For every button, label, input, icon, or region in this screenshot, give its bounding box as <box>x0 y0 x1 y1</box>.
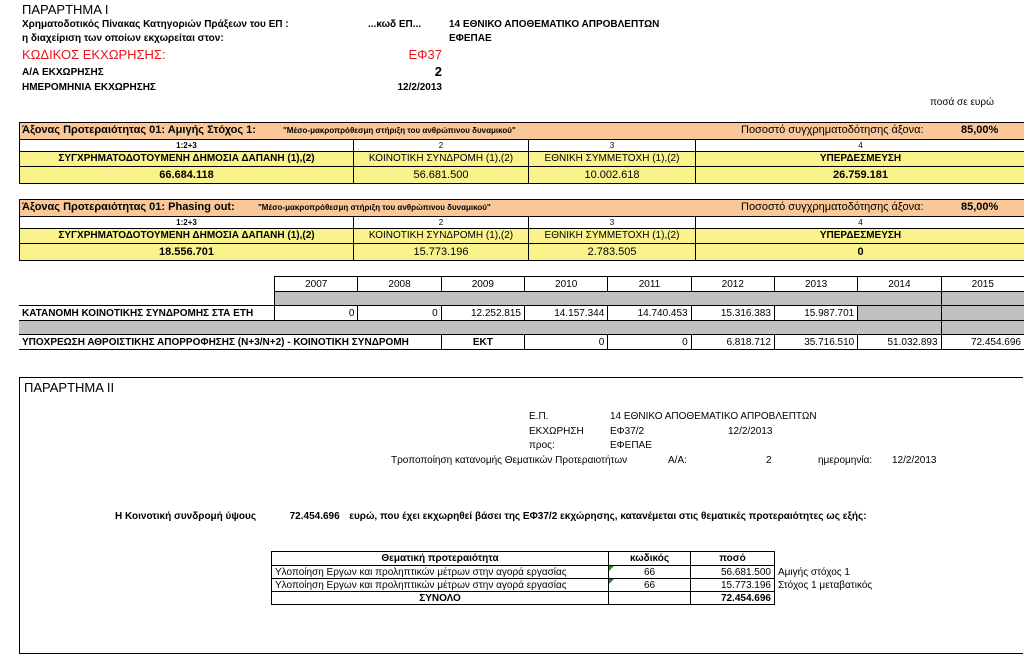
column-header: ΥΠΕΡΔΕΣΜΕΥΣΗ <box>819 230 902 241</box>
assignment-code: ΕΦ37 <box>408 47 442 62</box>
row-label: ΚΑΤΑΝΟΜΗ ΚΟΙΝΟΤΙΚΗΣ ΣΥΝΔΡΟΜΗΣ ΣΤΑ ΕΤΗ <box>19 306 275 321</box>
priority-amount: 56.681.500 <box>691 566 775 579</box>
assignment-code: ΕΦ37/2 <box>610 426 645 437</box>
allocation-row <box>272 566 876 579</box>
year-cell: 2010 <box>525 277 608 292</box>
year-value: 72.454.696 <box>941 335 1024 350</box>
year-value: 14.740.453 <box>608 306 691 321</box>
column-number-row <box>20 217 1024 229</box>
number-label: Α/Α: <box>668 455 687 466</box>
year-cell: 2013 <box>774 277 857 292</box>
program-name: 14 ΕΘΝΙΚΟ ΑΠΟΘΕΜΑΤΙΚΟ ΑΠΡΟΒΛΕΠΤΩΝ <box>449 19 660 30</box>
priority-amount: 15.773.196 <box>691 579 775 592</box>
year-value: 15.316.383 <box>691 306 774 321</box>
axis-header <box>20 123 1024 140</box>
recipient-label: προς: <box>529 440 555 451</box>
statement-amount: 72.454.696 <box>289 511 340 522</box>
year-value: 12.252.815 <box>441 306 524 321</box>
empty-cell <box>19 277 275 292</box>
year-cell: 2008 <box>358 277 441 292</box>
column-header: ΕΘΝΙΚΗ ΣΥΜΜΕΤΟΧΗ (1),(2) <box>529 152 696 166</box>
value-row <box>20 244 1024 260</box>
fund-cell: ΕΚΤ <box>441 335 524 350</box>
row-label: ΥΠΟΧΡΕΩΣΗ ΑΘΡΟΙΣΤΙΚΗΣ ΑΠΟΡΡΟΦΗΣΗΣ (Ν+3/Ν+2) - ΚΟΙΝΟΤΙΚΗ ΣΥΝΔΡΟΜΗ <box>19 335 441 350</box>
empty-cell <box>609 592 691 605</box>
community-contribution-by-year-row <box>19 306 1024 321</box>
axis-header <box>20 200 1024 217</box>
column-number: 3 <box>529 217 696 228</box>
column-header: ΥΠΕΡΔΕΣΜΕΥΣΗ <box>819 153 902 164</box>
priority-name: Υλοποίηση Εργων και προληπτικών μέτρων στην αγορά εργασίας <box>272 566 609 579</box>
annex-1-title: ΠΑΡΑΡΤΗΜΑ Ι <box>22 2 109 17</box>
column-header: ΕΘΝΙΚΗ ΣΥΜΜΕΤΟΧΗ (1),(2) <box>529 229 696 243</box>
overcommitment-value: 0 <box>857 246 864 258</box>
program-name: 14 ΕΘΝΙΚΟ ΑΠΟΘΕΜΑΤΙΚΟ ΑΠΡΟΒΛΕΠΤΩΝ <box>610 411 817 422</box>
year-cell: 2012 <box>691 277 774 292</box>
year-value <box>858 306 941 321</box>
column-number: 1:2+3 <box>20 140 354 151</box>
year-value: 0 <box>358 306 441 321</box>
units-note: ποσά σε ευρώ <box>930 97 994 108</box>
empty-cell <box>19 292 275 306</box>
community-contribution-value: 15.773.196 <box>354 244 529 260</box>
allocation-statement <box>115 511 867 522</box>
column-number: 1:2+3 <box>20 217 354 228</box>
column-header: ΣΥΓΧΡΗΜΑΤΟΔΟΤΟΥΜΕΝΗ ΔΗΜΟΣΙΑ ΔΑΠΑΝΗ (1),(2) <box>20 229 354 243</box>
column-header: ΣΥΓΧΡΗΜΑΤΟΔΟΤΟΥΜΕΝΗ ΔΗΜΟΣΙΑ ΔΑΠΑΝΗ (1),(2) <box>20 152 354 166</box>
year-value: 15.987.701 <box>774 306 857 321</box>
column-number: 3 <box>529 140 696 151</box>
annex-2-title: ΠΑΡΑΡΤΗΜΑ ΙΙ <box>24 380 115 395</box>
column-header: ποσό <box>691 552 775 566</box>
axis-table-2 <box>19 199 1024 261</box>
overcommitment-value: 26.759.181 <box>832 169 889 181</box>
priority-code: 66 <box>609 579 691 592</box>
year-value: 0 <box>525 335 608 350</box>
national-contribution-value: 10.002.618 <box>529 167 696 183</box>
column-number: 4 <box>858 141 863 150</box>
number-value: 2 <box>766 455 772 466</box>
managing-body: ΕΦΕΠΑΕ <box>449 33 492 44</box>
assignment-date: 12/2/2013 <box>728 426 773 437</box>
axis-table-1 <box>19 122 1024 184</box>
public-expenditure-value: 18.556.701 <box>20 244 354 260</box>
empty-cell <box>775 592 876 605</box>
column-header: ΚΟΙΝΟΤΙΚΗ ΣΥΝΔΡΟΜΗ (1),(2) <box>354 152 529 166</box>
column-header: Θεματική προτεραιότητα <box>272 552 609 566</box>
axis-title: Άξονας Προτεραιότητας 01: Αμιγής Στόχος 1: <box>22 124 256 136</box>
column-header: ΚΟΙΝΟΤΙΚΗ ΣΥΝΔΡΟΜΗ (1),(2) <box>354 229 529 243</box>
axis-subtitle: "Μέσο-μακροπρόθεσμη στήριξη του ανθρώπινου δυναμικού" <box>258 203 491 212</box>
year-value <box>941 306 1024 321</box>
year-value: 51.032.893 <box>858 335 941 350</box>
axis-subtitle: "Μέσο-μακροπρόθεσμη στήριξη του ανθρώπινου δυναμικού" <box>283 126 516 135</box>
column-number: 2 <box>354 140 529 151</box>
recipient-name: ΕΦΕΠΑΕ <box>610 440 652 451</box>
axis-title: Άξονας Προτεραιότητας 01: Phasing out: <box>22 201 235 213</box>
assignment-number: 2 <box>434 64 442 79</box>
absorption-obligation-row <box>19 335 1024 350</box>
priority-note: Στόχος 1 μεταβατικός <box>778 579 873 591</box>
program-code-label: ...κωδ ΕΠ... <box>368 19 422 30</box>
total-amount: 72.454.696 <box>691 592 775 605</box>
cofinancing-rate: 85,00% <box>961 201 999 213</box>
priority-note: Αμιγής στόχος 1 <box>778 566 850 578</box>
allocation-total-row <box>272 592 876 605</box>
value-row <box>20 167 1024 183</box>
priority-code: 66 <box>609 566 691 579</box>
column-number: 4 <box>858 218 863 227</box>
public-expenditure-value: 66.684.118 <box>20 167 354 183</box>
date-value: 12/2/2013 <box>892 455 937 466</box>
empty-cell <box>775 552 876 566</box>
total-label: ΣΥΝΟΛΟ <box>272 592 609 605</box>
comment-marker-icon <box>609 566 614 571</box>
community-contribution-value: 56.681.500 <box>354 167 529 183</box>
column-header: κωδικός <box>609 552 691 566</box>
allocation-header-row <box>272 552 876 566</box>
assignment-date-label: ΗΜΕΡΟΜΗΝΙΑ ΕΚΧΩΡΗΣΗΣ <box>22 82 156 93</box>
date-label: ημερομηνία: <box>818 455 873 466</box>
year-cell: 2011 <box>608 277 691 292</box>
priority-allocation-table <box>271 551 876 605</box>
priority-name: Υλοποίηση Εργων και προληπτικών μέτρων στην αγορά εργασίας <box>272 579 609 592</box>
year-cell: 2014 <box>858 277 941 292</box>
yearly-distribution-table <box>19 276 1024 350</box>
year-value: 14.157.344 <box>525 306 608 321</box>
cofinancing-label: Ποσοστό συγχρηματοδότησης άξονα: <box>741 124 924 136</box>
years-row <box>19 277 1024 292</box>
assignment-code-label: ΚΩΔΙΚΟΣ ΕΚΧΩΡΗΣΗΣ: <box>22 47 166 62</box>
gray-cell <box>275 292 942 306</box>
column-header-row <box>20 229 1024 244</box>
gray-band <box>19 321 1024 335</box>
column-number: 2 <box>354 217 529 228</box>
year-cell: 2009 <box>441 277 524 292</box>
national-contribution-value: 2.783.505 <box>529 244 696 260</box>
cofinancing-label: Ποσοστό συγχρηματοδότησης άξονα: <box>741 201 924 213</box>
column-header-row <box>20 152 1024 167</box>
allocation-row <box>272 579 876 592</box>
year-cell: 2015 <box>941 277 1024 292</box>
modification-label: Τροποποίηση κατανομής Θεματικών Προτεραιοτήτων <box>391 455 628 466</box>
assignment-label: ΕΚΧΩΡΗΣΗ <box>529 426 584 437</box>
cofinancing-rate: 85,00% <box>961 124 999 136</box>
program-label: Ε.Π. <box>529 411 549 422</box>
year-cell: 2007 <box>275 277 358 292</box>
gray-cell <box>19 321 941 335</box>
year-value: 0 <box>275 306 358 321</box>
statement-suffix: ευρώ, που έχει εκχωρηθεί βάσει της ΕΦ37/2 εκχώρησης, κατανέμεται στις θεματικές προτεραιότητες ως εξής: <box>349 511 867 522</box>
annex-2-box <box>19 377 1023 654</box>
year-value: 0 <box>608 335 691 350</box>
year-value: 35.716.510 <box>774 335 857 350</box>
column-number-row <box>20 140 1024 152</box>
year-value: 6.818.712 <box>691 335 774 350</box>
gray-band <box>19 292 1024 306</box>
comment-marker-icon <box>609 579 614 584</box>
assignment-date: 12/2/2013 <box>397 82 442 93</box>
gray-cell <box>941 321 1024 335</box>
program-label: Χρηματοδοτικός Πίνακας Κατηγοριών Πράξεων του ΕΠ : <box>22 19 289 30</box>
assignment-number-label: Α/Α ΕΚΧΩΡΗΣΗΣ <box>22 67 104 78</box>
gray-cell <box>941 292 1024 306</box>
managing-label: η διαχείριση των οποίων εκχωρείται στον: <box>22 33 224 44</box>
statement-prefix: Η Κοινοτική συνδρομή ύψους <box>115 511 257 522</box>
